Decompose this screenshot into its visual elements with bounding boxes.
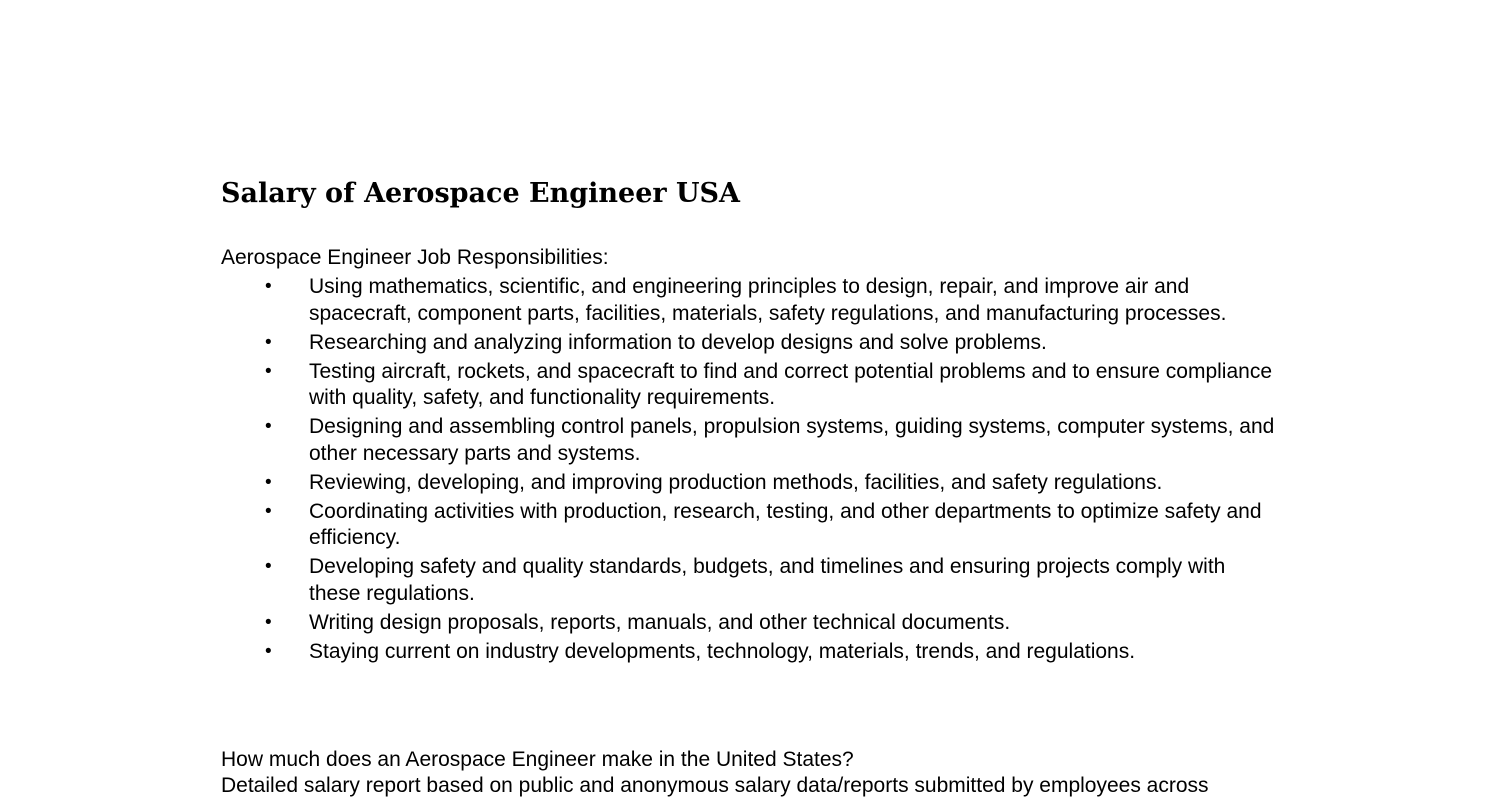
list-item xyxy=(221,610,1281,637)
bullet-icon: • xyxy=(265,611,272,633)
list-item-text: Designing and assembling control panels, propulsion systems, guiding systems, computer systems, and other necessary parts and systems. xyxy=(309,415,1275,465)
list-item xyxy=(221,554,1281,607)
bullet-icon: • xyxy=(265,416,272,437)
list-item-text: Using mathematics, scientific, and engineering principles to design, repair, and improve air and spacecraft, component parts, facilities, materials, safety regulations, and manufacturing processes. xyxy=(309,275,1227,325)
bullet-icon: • xyxy=(265,471,272,493)
list-item-text: Developing safety and quality standards, budgets, and timelines and ensuring projects comply with these regulations. xyxy=(309,555,1226,605)
list-item-text: Coordinating activities with production, research, testing, and other departments to optimize safety and efficiency. xyxy=(309,499,1262,549)
page-title: Salary of Aerospace Engineer USA xyxy=(221,178,740,209)
bullet-icon: • xyxy=(265,276,272,297)
list-item-text: Reviewing, developing, and improving production methods, facilities, and safety regulations. xyxy=(309,470,1163,494)
list-item-text: Researching and analyzing information to develop designs and solve problems. xyxy=(309,330,1047,354)
list-item-text: Staying current on industry developments, technology, materials, trends, and regulations. xyxy=(309,639,1136,663)
responsibilities-heading: Aerospace Engineer Job Responsibilities: xyxy=(221,246,609,269)
list-item xyxy=(221,359,1281,412)
bullet-icon: • xyxy=(265,556,272,577)
salary-detail-text: Detailed salary report based on public and anonymous salary data/reports submitted by employees across xyxy=(221,774,1209,797)
list-item xyxy=(221,274,1281,327)
list-item xyxy=(221,470,1281,497)
salary-question: How much does an Aerospace Engineer make in the United States? xyxy=(221,748,854,771)
bullet-icon: • xyxy=(265,500,272,522)
bullet-icon: • xyxy=(265,360,272,382)
list-item-text: Testing aircraft, rockets, and spacecraft to find and correct potential problems and to ensure compliance with quality, safety, and functionality requirements. xyxy=(309,359,1273,409)
list-item xyxy=(221,499,1281,552)
bullet-icon: • xyxy=(265,640,272,662)
list-item-text: Writing design proposals, reports, manuals, and other technical documents. xyxy=(309,610,1011,634)
list-item xyxy=(221,639,1281,666)
bullet-icon: • xyxy=(265,331,272,353)
list-item xyxy=(221,414,1281,467)
responsibilities-list xyxy=(221,274,1281,668)
list-item xyxy=(221,330,1281,357)
